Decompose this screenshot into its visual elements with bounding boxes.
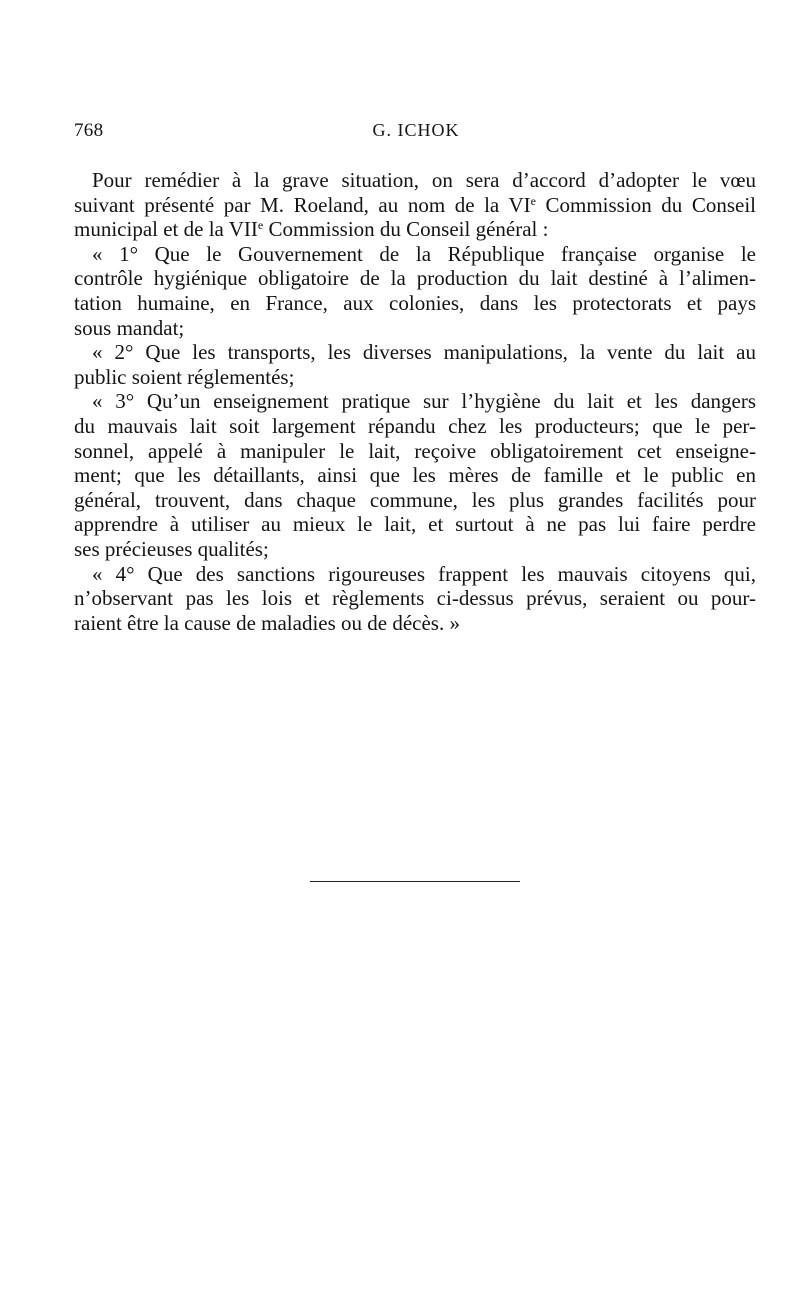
text-line	[74, 217, 756, 242]
body-text	[74, 168, 756, 635]
text-line	[74, 611, 756, 636]
text-line-content: général, trouvent, dans chaque commune, les plus grandes facilités pour	[74, 487, 756, 512]
text-line-content: « 4° Que des sanctions rigoureuses frappent les mauvais citoyens qui,	[92, 561, 756, 586]
text-line-content: sous mandat;	[74, 315, 185, 340]
text-line-content: sonnel, appelé à manipuler le lait, reçoive obligatoirement cet enseigne-	[74, 438, 756, 463]
text-line-content: raient être la cause de maladies ou de décès. »	[74, 610, 460, 635]
text-line	[74, 414, 756, 439]
text-line	[74, 512, 756, 537]
text-line-content: « 1° Que le Gouvernement de la République française organise le	[92, 241, 756, 266]
text-line	[74, 463, 756, 488]
running-head: G. ICHOK	[372, 120, 460, 140]
text-line-content: municipal et de la VII	[74, 217, 258, 242]
text-line	[74, 439, 756, 464]
text-line	[74, 586, 756, 611]
text-line	[74, 488, 756, 513]
text-line	[74, 242, 756, 267]
page-number: 768	[74, 120, 104, 141]
text-line-content: Pour remédier à la grave situation, on sera d’accord d’adopter le vœu	[92, 168, 756, 192]
text-line	[74, 291, 756, 316]
text-line-content: ment; que les détaillants, ainsi que les mères de famille et le public en	[74, 463, 756, 488]
text-line	[74, 168, 756, 193]
text-line-content: n’observant pas les lois et règlements ci-dessus prévus, seraient ou pour-	[74, 586, 756, 611]
text-line	[74, 316, 756, 341]
text-line	[74, 389, 756, 414]
text-line	[74, 562, 756, 587]
text-line-content: suivant présenté par M. Roeland, au nom de la VI	[74, 192, 531, 217]
text-line-content: « 3° Qu’un enseignement pratique sur l’hygiène du lait et les dangers	[92, 389, 756, 414]
text-line-content: « 2° Que les transports, les diverses manipulations, la vente du lait au	[92, 340, 756, 365]
text-line	[74, 266, 756, 291]
text-line-content: tation humaine, en France, aux colonies, dans les protectorats et pays	[74, 290, 756, 315]
text-line	[74, 193, 756, 218]
text-line	[74, 537, 756, 562]
superscript: e	[257, 218, 264, 233]
page-header	[74, 120, 758, 148]
text-line	[74, 365, 756, 390]
text-line-content: Commission du Conseil	[535, 192, 756, 217]
superscript: e	[530, 193, 536, 208]
text-line-content: public soient réglementés;	[74, 364, 295, 389]
text-line	[74, 340, 756, 365]
text-line-content: contrôle hygiénique obligatoire de la production du lait destiné à l’alimen-	[74, 266, 756, 291]
end-rule	[310, 881, 520, 882]
text-line-content: apprendre à utiliser au mieux le lait, et surtout à ne pas lui faire perdre	[74, 512, 756, 537]
text-line-content: du mauvais lait soit largement répandu chez les producteurs; que le per-	[74, 413, 756, 438]
text-line-content: ses précieuses qualités;	[74, 536, 269, 561]
text-line-content: Commission du Conseil général :	[263, 217, 549, 242]
